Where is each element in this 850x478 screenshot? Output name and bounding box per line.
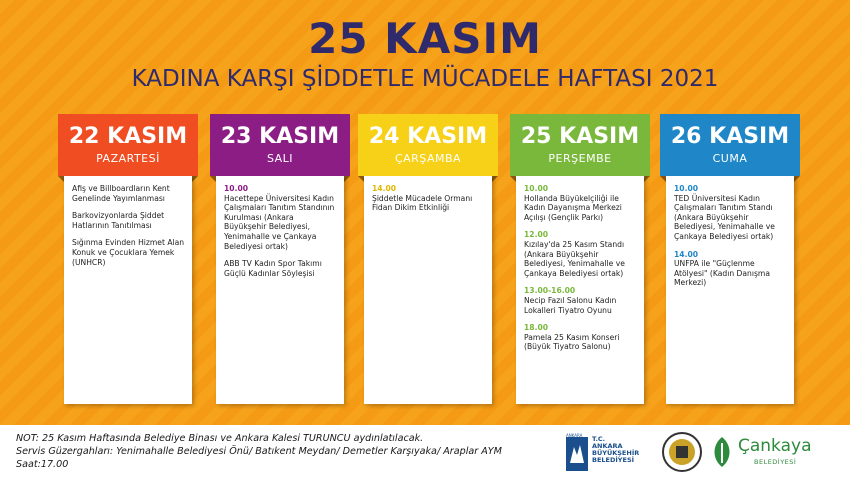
day-date: 22 KASIM: [68, 124, 188, 149]
day-weekday: ÇARŞAMBA: [394, 152, 462, 165]
note-line-2: Servis Güzergahları: Yenimahalle Belediyesi Önü/ Batıkent Meydan/ Demetler Karşıyaka/ Araplar AYM: [16, 446, 502, 457]
event-text: Hacettepe Üniversitesi Kadın Çalışmaları Tanıtım Standının Kurulması (Ankara Büyükşehir Belediyesi, Yenimahalle ve Çankaya Belediyesi ortak): [224, 193, 335, 251]
abb-logo-line4: BELEDİYESİ: [592, 456, 635, 464]
abb-logo-line3: BÜYÜKŞEHİR: [592, 449, 640, 457]
event-item: [674, 250, 787, 288]
event-item: [372, 184, 485, 213]
cankaya-logo-sub: BELEDİYESİ: [754, 458, 797, 466]
abb-logo-line2: ANKARA: [592, 442, 623, 450]
day-date: 24 KASIM: [368, 124, 488, 149]
event-time: 12.00: [524, 230, 549, 240]
day-card: [516, 114, 644, 404]
ribbon-fold-right: [492, 176, 498, 182]
day-weekday: SALI: [266, 152, 294, 165]
ribbon-fold-right: [794, 176, 800, 182]
event-time: 10.00: [674, 184, 699, 193]
day-card-header: [210, 114, 350, 176]
event-time: 10.00: [224, 184, 249, 193]
abb-logo-line1: T.C.: [592, 435, 606, 443]
note-line-1: NOT: 25 Kasım Haftasında Belediye Binası ve Ankara Kalesi TURUNCU aydınlatılacak.: [16, 433, 424, 444]
abb-logo: [566, 433, 656, 471]
event-text: Hollanda Büyükelçiliği ile Kadın Dayanışma Merkezi Açılışı (Gençlik Parkı): [524, 193, 622, 222]
day-card-header: [510, 114, 650, 176]
ankara-emblem-icon: [566, 437, 588, 471]
event-text: Necip Fazıl Salonu Kadın Lokalleri Tiyatro Oyunu: [524, 295, 617, 315]
municipal-seal-logo: [662, 432, 702, 472]
day-card-body: [516, 176, 644, 404]
day-card-body: [64, 176, 192, 404]
day-card-body: [364, 176, 492, 404]
cankaya-logo-name: Çankaya: [738, 436, 812, 456]
ribbon-fold-left: [660, 176, 666, 182]
day-card-header: [358, 114, 498, 176]
event-item: [72, 238, 185, 267]
page-subtitle: KADINA KARŞI ŞİDDETLE MÜCADELE HAFTASI 2021: [131, 66, 719, 92]
day-date: 26 KASIM: [670, 124, 790, 149]
event-item: [524, 230, 637, 278]
ribbon-fold-right: [192, 176, 198, 182]
ribbon-fold-left: [210, 176, 216, 182]
ribbon-fold-right: [344, 176, 350, 182]
note-line-3: Saat:17.00: [16, 459, 69, 470]
ribbon-fold-right: [644, 176, 650, 182]
day-card: [64, 114, 192, 404]
event-item: [524, 286, 637, 315]
day-weekday: CUMA: [712, 152, 748, 165]
day-date: 23 KASIM: [220, 124, 340, 149]
event-text: Pamela 25 Kasım Konseri (Büyük Tiyatro Salonu): [524, 332, 620, 352]
event-item: [72, 184, 185, 203]
event-text: Barkovizyonlarda Şiddet Hatlarının Tanıtılması: [72, 211, 165, 230]
ribbon-fold-left: [358, 176, 364, 182]
event-text: UNFPA ile "Güçlenme Atölyesi" (Kadın Danışma Merkezi): [674, 259, 770, 288]
page-title: 25 KASIM: [308, 14, 542, 63]
event-time: 13.00-16.00: [524, 286, 576, 296]
event-time: 10.00: [524, 184, 549, 193]
day-card-body: [666, 176, 794, 404]
day-card-body: [216, 176, 344, 404]
event-text: Kızılay'da 25 Kasım Standı (Ankara Büyükşehir Belediyesi, Yenimahalle ve Çankaya Belediyesi ortak): [524, 239, 625, 278]
event-item: [524, 323, 637, 352]
leaf-icon: [710, 435, 734, 469]
day-card: [666, 114, 794, 404]
event-text: Sığınma Evinden Hizmet Alan Konuk ve Çocuklara Yemek (UNHCR): [72, 238, 185, 267]
event-item: [224, 259, 337, 278]
municipal-seal-icon: [662, 432, 702, 472]
abb-logo-small: ANKARA: [566, 433, 583, 438]
day-card-header: [58, 114, 198, 176]
event-time: 14.00: [372, 184, 397, 193]
event-item: [224, 184, 337, 251]
event-item: [674, 184, 787, 242]
event-text: Şiddetle Mücadele Ormanı Fidan Dikim Etkinliği: [372, 193, 473, 213]
event-text: ABB TV Kadın Spor Takımı Güçlü Kadınlar Söyleşisi: [224, 259, 322, 278]
event-text: Afiş ve Billboardların Kent Genelinde Yayımlanması: [72, 184, 170, 203]
cankaya-logo: [710, 433, 820, 473]
day-card-header: [660, 114, 800, 176]
event-item: [524, 184, 637, 222]
ribbon-fold-left: [58, 176, 64, 182]
event-text: TED Üniversitesi Kadın Çalışmaları Tanıtım Standı (Ankara Büyükşehir Belediyesi, Yenimahalle ve Çankaya Belediyesi ortak): [674, 193, 775, 241]
event-time: 18.00: [524, 323, 549, 333]
day-date: 25 KASIM: [520, 124, 640, 149]
event-item: [72, 211, 185, 230]
ribbon-fold-left: [510, 176, 516, 182]
footer-note: [16, 432, 502, 471]
footer: [0, 425, 850, 478]
event-time: 14.00: [674, 249, 699, 259]
day-card: [216, 114, 344, 404]
day-weekday: PAZARTESİ: [96, 152, 160, 165]
day-weekday: PERŞEMBE: [548, 152, 612, 165]
day-card: [364, 114, 492, 404]
